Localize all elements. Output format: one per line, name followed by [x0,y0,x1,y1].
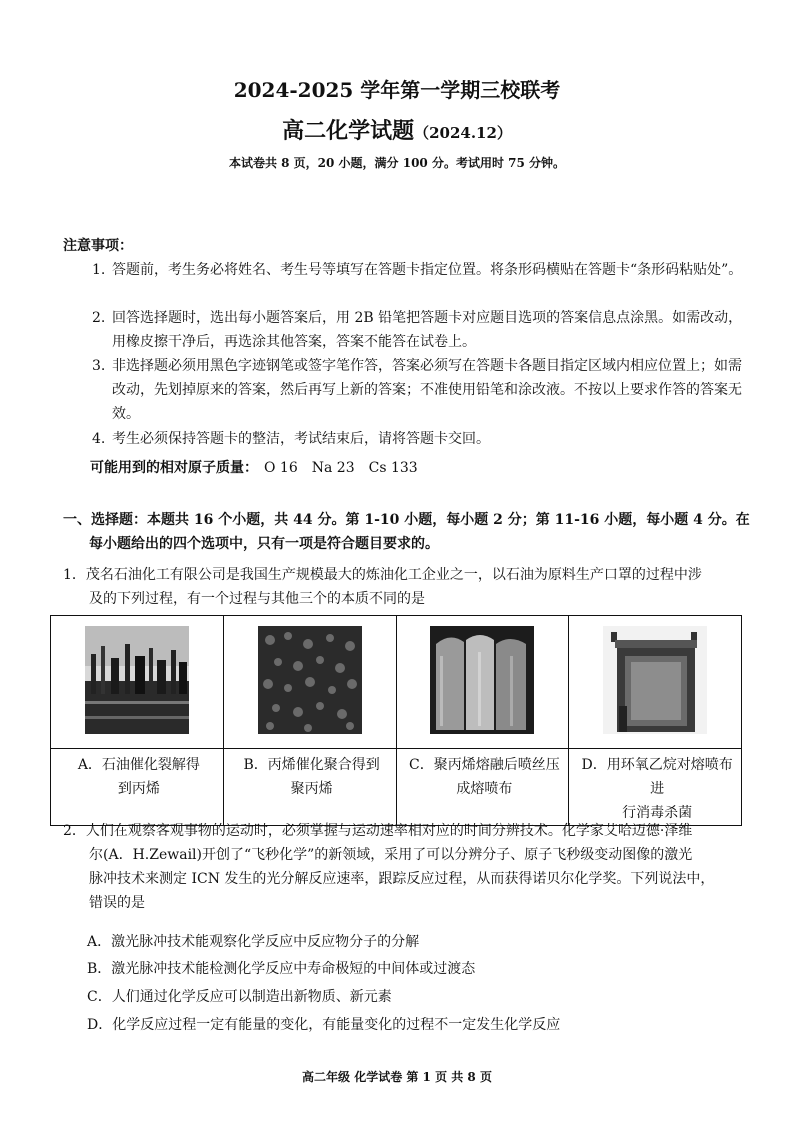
question-stem-line: 脉冲技术来测定 ICN 发生的光分解反应速率，跟踪反应过程，从而获得诺贝尔化学奖。下列说法中， [89,871,715,887]
option-line: D．用环氧乙烷对熔喷布进 [581,757,733,797]
sterilization-chamber-photo [603,626,707,734]
question-2-option: C．人们通过化学反应可以制造出新物质、新元素 [87,989,392,1005]
question-1-options-table [50,615,742,826]
section-heading-line: 一、选择题：本题共 16 个小题，共 44 分。第 1-10 小题，每小题 2 分；第 11-16 小题，每小题 4 分。在 [63,512,750,528]
option-image-cell [223,616,396,749]
option-a-text [51,749,224,826]
question-stem-line: 尔(A．H.Zewail)开创了“飞秒化学”的新领域，采用了可以分辨分子、原子飞秒级变动图像的激光 [89,847,693,863]
option-d-text [569,749,742,826]
question-stem-line: 错误的是 [89,895,145,911]
question-stem-line: 1．茂名石油化工有限公司是我国生产规模最大的炼油化工企业之一，以石油为原料生产口罩的过程中涉 [63,567,702,583]
question-2-stem [63,819,753,915]
exam-title [0,114,794,145]
question-2-option: D．化学反应过程一定有能量的变化，有能量变化的过程不一定发生化学反应 [87,1017,561,1033]
exam-title-date: （2024.12） [414,124,512,142]
atomic-mass-value: Cs 133 [368,460,418,476]
option-line: A．石油催化裂解得 [77,757,200,773]
option-image-cell [51,616,224,749]
exam-title-text: 高二化学试题 [282,118,415,144]
notes-heading: 注意事项： [63,238,133,254]
atomic-mass-value: O 16 [264,460,298,476]
note-item [92,354,744,426]
atomic-mass-value: Na 23 [311,460,355,476]
meltblown-fabric-photo [430,626,534,734]
note-item [92,427,744,451]
note-text: 回答选择题时，选出每小题答案后，用 2B 铅笔把答题卡对应题目选项的答案信息点涂黑。如需改动，用橡皮擦干净后，再选涂其他答案，答案不能答在试卷上。 [112,310,743,350]
option-c-text [396,749,569,826]
option-image-cell [396,616,569,749]
option-b-text [223,749,396,826]
polypropylene-pellets-photo [258,626,362,734]
atomic-mass-line [90,456,432,480]
refinery-photo [85,626,189,734]
note-text: 非选择题必须用黑色字迹钢笔或签字笔作答，答案必须写在答题卡各题目指定区域内相应位置上；如需改动，先划掉原来的答案，然后再写上新的答案；不准使用铅笔和涂改液。不按以上要求作答的答案无效。 [112,358,742,422]
note-item [92,306,744,354]
section-heading-line: 每小题给出的四个选项中，只有一项是符合题目要求的。 [89,536,439,552]
option-line: 成熔喷布 [456,781,513,797]
question-stem-line: 及的下列过程，有一个过程与其他三个的本质不同的是 [89,591,425,607]
note-number: 3. [92,358,106,374]
option-line: B．丙烯催化聚合得到 [243,757,380,773]
option-line: 到丙烯 [117,781,160,797]
section-heading [63,508,753,556]
exam-intro: 本试卷共 8 页，20 小题，满分 100 分。考试用时 75 分钟。 [228,156,566,170]
note-number: 2. [92,310,106,326]
option-line: C．聚丙烯熔融后喷丝压 [409,757,560,773]
atomic-mass-label: 可能用到的相对原子质量： [90,460,258,476]
page-footer: 高二年级 化学试卷 第 1 页 共 8 页 [302,1070,492,1084]
note-text: 考生必须保持答题卡的整洁，考试结束后，请将答题卡交回。 [112,431,490,447]
question-2-option: A．激光脉冲技术能观察化学反应中反应物分子的分解 [87,934,420,950]
question-stem-line: 2．人们在观察客观事物的运动时，必须掌握与运动速率相对应的时间分辨技术。化学家艾哈迈德·泽维 [63,823,693,839]
question-2-option: B．激光脉冲技术能检测化学反应中寿命极短的中间体或过渡态 [87,961,476,977]
option-image-cell [569,616,742,749]
note-number: 1. [92,262,106,278]
exam-header-line: 2024-2025 学年第一学期三校联考 [233,78,561,102]
note-item [92,258,744,282]
question-1-stem [63,563,753,611]
note-text: 答题前，考生务必将姓名、考生号等填写在答题卡指定位置。将条形码横贴在答题卡“条形码粘贴处”。 [112,262,743,278]
option-line: 聚丙烯 [290,781,333,797]
note-number: 4. [92,431,106,447]
option-line: 行消毒杀菌 [622,805,693,821]
